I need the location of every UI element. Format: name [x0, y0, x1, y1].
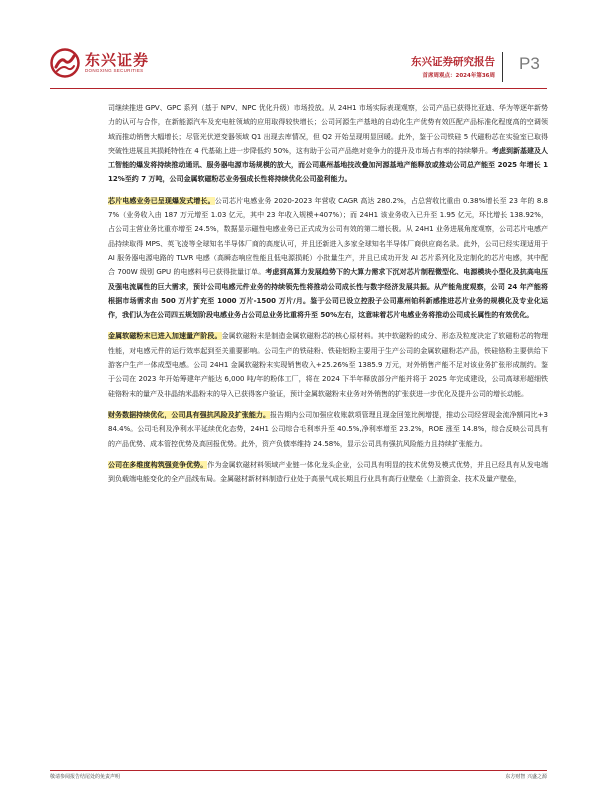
- logo-text-cn: 东兴证券: [85, 51, 150, 69]
- header-rule: [50, 88, 547, 89]
- footer-slogan: 东方财智 兴盛之源: [505, 774, 547, 780]
- paragraph-text: 司继续推进 GPV、GPC 系列（基于 NPV、NPC 优化升级）市场投放。从 24H1 市场实际表现观察，公司产品已获得比亚迪、华为等逐年新势力的认可与合作，在新能源汽车及充电桩领域的应用取得较快增长；公司河源生产基地的自动化生产优势有效匹配产品标准化程度高的空调领域而推动销售大幅增长；尽管光伏逆变器领域 Q1 出现去库情况，但 Q2 开始呈现明显回暖。此外，鉴于公司铁硅 5 代磁粉芯在实验室已取得突破性进展且其损耗特性在 4 代基础上进一步降低约 50%，这有助于公司产品绝对竞争力的提升及市场占有率的持续攀升。: [108, 104, 548, 155]
- paragraph: [108, 101, 548, 187]
- page-number: P3: [519, 54, 540, 73]
- paragraph-text: 公司芯片电感业务 2020-2023 年营收 CAGR 高达 280.2%，占总营收比重由 0.38%增长至 23 年的 8.87%（业务收入由 187 万元增至 1.03 亿元，其中 23 年收入规模+407%）；而 24H1 该业务收入已升至 1.95 亿元，环比增长 138.92%，占公司主营业务比重亦增至 24.5%，数据显示磁性电感业务已正式成为公司有效的第二增长极。从 24H1 业务进展角度观察，公司芯片电感产品持续取得 MPS、英飞凌等全球知名半导体厂商的高度认可，并且还新进入多家全球知名半导体厂商供应商名录。此外，公司已经实现适用于 AI 服务器电源电路的 TLVR 电感（高瞬态响应性能且低电源损耗）小批量生产，并且已成功开发 AI 芯片系列化及定制化的芯片电感，其中配合 700W 级别 GPU 的电感料号已获得批量订单。: [108, 196, 548, 277]
- paragraph-text: 报告期内公司加强应收账款项管理且现金回笼比例增提，推动公司经营现金流净额同比+384.4%。公司毛利及净利水平延续优化态势，24H1 公司综合毛利率升至 40.5%,净利率增至 23.2%，ROE 涨至 14.8%，综合反映公司具有的产品优势、成本管控优势及高回报优势。此外，资产负债率维持 24.58%，显示公司具有强抗风险能力且持续扩张能力。: [108, 410, 548, 448]
- paragraph-lead: 金属软磁粉末已进入加速量产阶段。: [108, 332, 222, 341]
- report-title: 东兴证券研究报告: [411, 56, 495, 68]
- page-header: [0, 0, 595, 100]
- footer-disclaimer: 敬请参阅报告结尾处的免责声明: [50, 774, 121, 780]
- body-content: [108, 101, 548, 486]
- footer-rule: [50, 770, 547, 771]
- logo-text-en: DONGXING SECURITIES: [85, 68, 144, 73]
- paragraph-lead: 芯片电感业务已呈现爆发式增长。: [108, 196, 215, 205]
- header-divider: [502, 52, 503, 82]
- paragraph-text: 金属软磁粉末是制造金属软磁粉芯的核心原材料。其中软磁粉的成分、形态及粒度决定了软磁粉芯的物理性能，对电感元件的运行效率起到至关重要影响。公司生产的铁硅粉、铁硅铝粉主要用于生产公司的金属软磁粉芯产品，铁硅铬粉主要供给下游客户生产一体成型电感。公司 24H1 金属软磁粉末实现销售收入+25.26%至 1385.9 万元，对外销售产能不足对该业务扩张形成制约。鉴于公司在 2023 年开始筹建年产能达 6,000 吨/年的粉体工厂，将在 2024 下半年释放部分产能并将于 2025 年完成建设，公司高球形超细铁硅铬粉末的量产及非晶纳米晶粉末的导入已获得客户验证，预计金属软磁粉末业务对外销售的扩张获进一步优化及提升公司的增长动能。: [108, 332, 549, 398]
- paragraph: [108, 329, 548, 400]
- paragraph-emphasis: 考虑到新基建及人工智能的爆发将持续推动通讯、服务器电源市场规模的放大，而公司惠州基地技改叠加河源基地产能释放或推动公司总产能至 2025 年增长 112%至约 7 万吨，公司金属软磁粉芯业务强成长性将持续优化公司盈利能力。: [108, 146, 549, 184]
- paragraph-emphasis: 考虑到高算力发展趋势下的大算力需求下沉对芯片制程微型化、电源模块小型化及抗高电压及强电流属性的巨大需求，预计公司电感元件业务的持续领先性将推动公司成长性与数字经济发展共振。从产能角度观察，公司 24 年产能将根据市场需求由 500 万片扩充至 1000 万片-1500 万片/月。鉴于公司已设立控股子公司惠州铂科新感推进芯片业务的规模化及专业化运作，我们认为在公司四五规划阶段电感业务占公司总业务比重将升至 50%左右，这意味着芯片电感业务将推动公司成长属性的有效优化。: [108, 268, 549, 320]
- paragraph-lead: 财务数据持续优化，公司具有强抗风险及扩张能力。: [108, 410, 271, 419]
- paragraph: [108, 194, 548, 323]
- logo-mark-icon: [50, 48, 80, 78]
- paragraph: [108, 408, 548, 451]
- paragraph-lead: 公司在多维度构筑强竞争优势。: [108, 460, 208, 469]
- report-subtitle: 首席周观点：2024年第36周: [422, 73, 495, 79]
- paragraph-text: 作为金属软磁材料领域产业链一体化龙头企业，公司具有明显的技术优势及模式优势，并且已经具有从发电端到负载端电能变化的全产品线布局。金属磁材新材料制造行业处于高景气成长期且行业具有高行业壁垒（上游资金、技术及量产壁垒，: [108, 460, 549, 484]
- paragraph: [108, 458, 548, 487]
- company-logo: [50, 48, 170, 82]
